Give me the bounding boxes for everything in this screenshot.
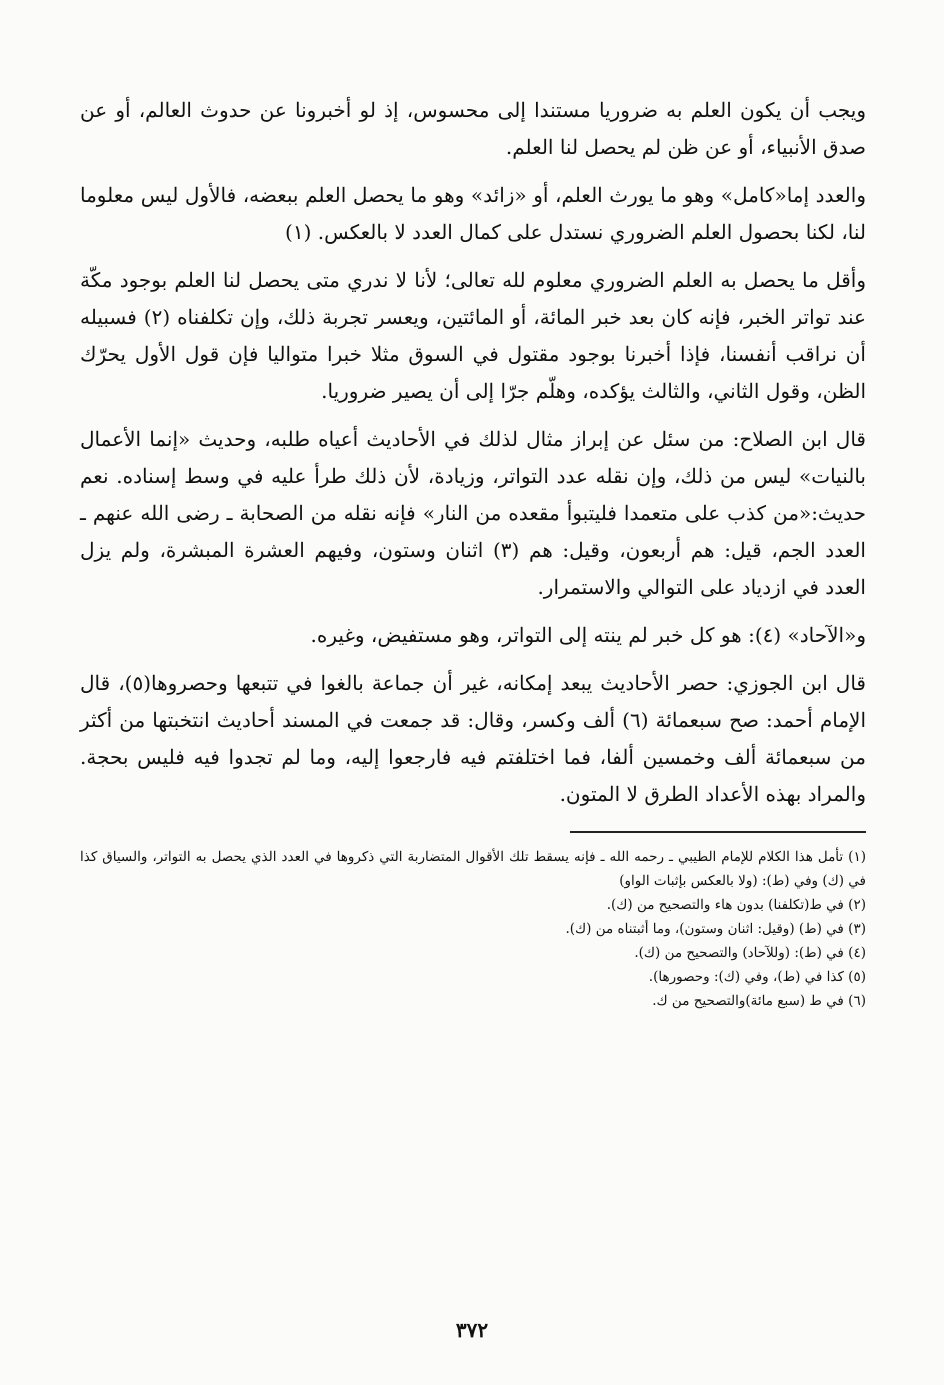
footnote-3: (٣) في (ط) (وقيل: اثنان وستون)، وما أثبتناه من (ك).	[565, 921, 866, 937]
footnote-1: (١) تأمل هذا الكلام للإمام الطيبي ـ رحمه الله ـ فإنه يسقط تلك الأقوال المتضاربة التي ذكروها في العدد الذي يحصل به التواتر، والسياق كذا في (ك) وفي (ط): (ولا بالعكس بإثبات الواو)	[80, 849, 866, 889]
paragraph-4: قال ابن الصلاح: من سئل عن إبراز مثال لذلك في الأحاديث أعياه طلبه، وحديث «إنما الأعمال بالنيات» ليس من ذلك، وإن نقله عدد التواتر، وزيادة، لأن ذلك طرأ عليه في وسط إسناده. نعم حديث:«من كذب على متعمدا فليتبوأ مقعده من النار» فإنه نقله من الصحابة ـ رضى الله عنهم ـ العدد الجم، قيل: هم أربعون، وقيل: هم (٣) اثنان وستون، وفيهم العشرة المبشرة، ولم يزل العدد في ازدياد على التوالي والاستمرار.	[80, 427, 866, 599]
page-number: ٣٧٢	[455, 1318, 489, 1342]
footnotes	[80, 845, 866, 1013]
footnote-6: (٦) في ط (سبع مائة)والتصحيح من ك.	[652, 993, 866, 1009]
footnote-divider	[570, 831, 866, 833]
paragraph-1: ويجب أن يكون العلم به ضروريا مستندا إلى محسوس، إذ لو أخبرونا عن حدوث العالم، أو عن صدق الأنبياء، أو عن ظن لم يحصل لنا العلم.	[80, 98, 866, 159]
main-text	[80, 92, 866, 813]
footnote-5: (٥) كذا في (ط)، وفي (ك): وحصورها).	[648, 969, 866, 985]
footnote-2: (٢) في ط(تكلفنا) بدون هاء والتصحيح من (ك).	[606, 897, 866, 913]
paragraph-6: قال ابن الجوزي: حصر الأحاديث يبعد إمكانه، غير أن جماعة بالغوا في تتبعها وحصروها(٥)، قال الإمام أحمد: صح سبعمائة (٦) ألف وكسر، وقال: قد جمعت في المسند أحاديث انتخبتها من أكثر من سبعمائة ألف وخمسين ألفا، فما اختلفتم فيه فارجعوا إليه، وما لم تجدوا فيه فليس بحجة. والمراد بهذه الأعداد الطرق لا المتون.	[80, 671, 866, 806]
footnote-4: (٤) في (ط): (وللآحاد) والتصحيح من (ك).	[634, 945, 866, 961]
paragraph-5: و«الآحاد» (٤): هو كل خبر لم ينته إلى التواتر، وهو مستفيض، وغيره.	[310, 623, 866, 647]
paragraph-2: والعدد إما«كامل» وهو ما يورث العلم، أو «زائد» وهو ما يحصل العلم ببعضه، فالأول ليس معلوما لنا، لكنا بحصول العلم الضروري نستدل على كمال العدد لا بالعكس. (١)	[80, 183, 866, 244]
paragraph-3: وأقل ما يحصل به العلم الضروري معلوم لله تعالى؛ لأنا لا ندري متى يحصل لنا العلم بوجود مكّة عند تواتر الخبر، فإنه كان بعد خبر المائة، أو المائتين، ويعسر تجربة ذلك، وإن تكلفناه (٢) فسبيله أن نراقب أنفسنا، فإذا أخبرنا بوجود مقتول في السوق مثلا خبرا متواليا فإن قول الأول يحرّك الظن، وقول الثاني، والثالث يؤكده، وهلّم جرّا إلى أن يصير ضروريا.	[80, 268, 866, 403]
